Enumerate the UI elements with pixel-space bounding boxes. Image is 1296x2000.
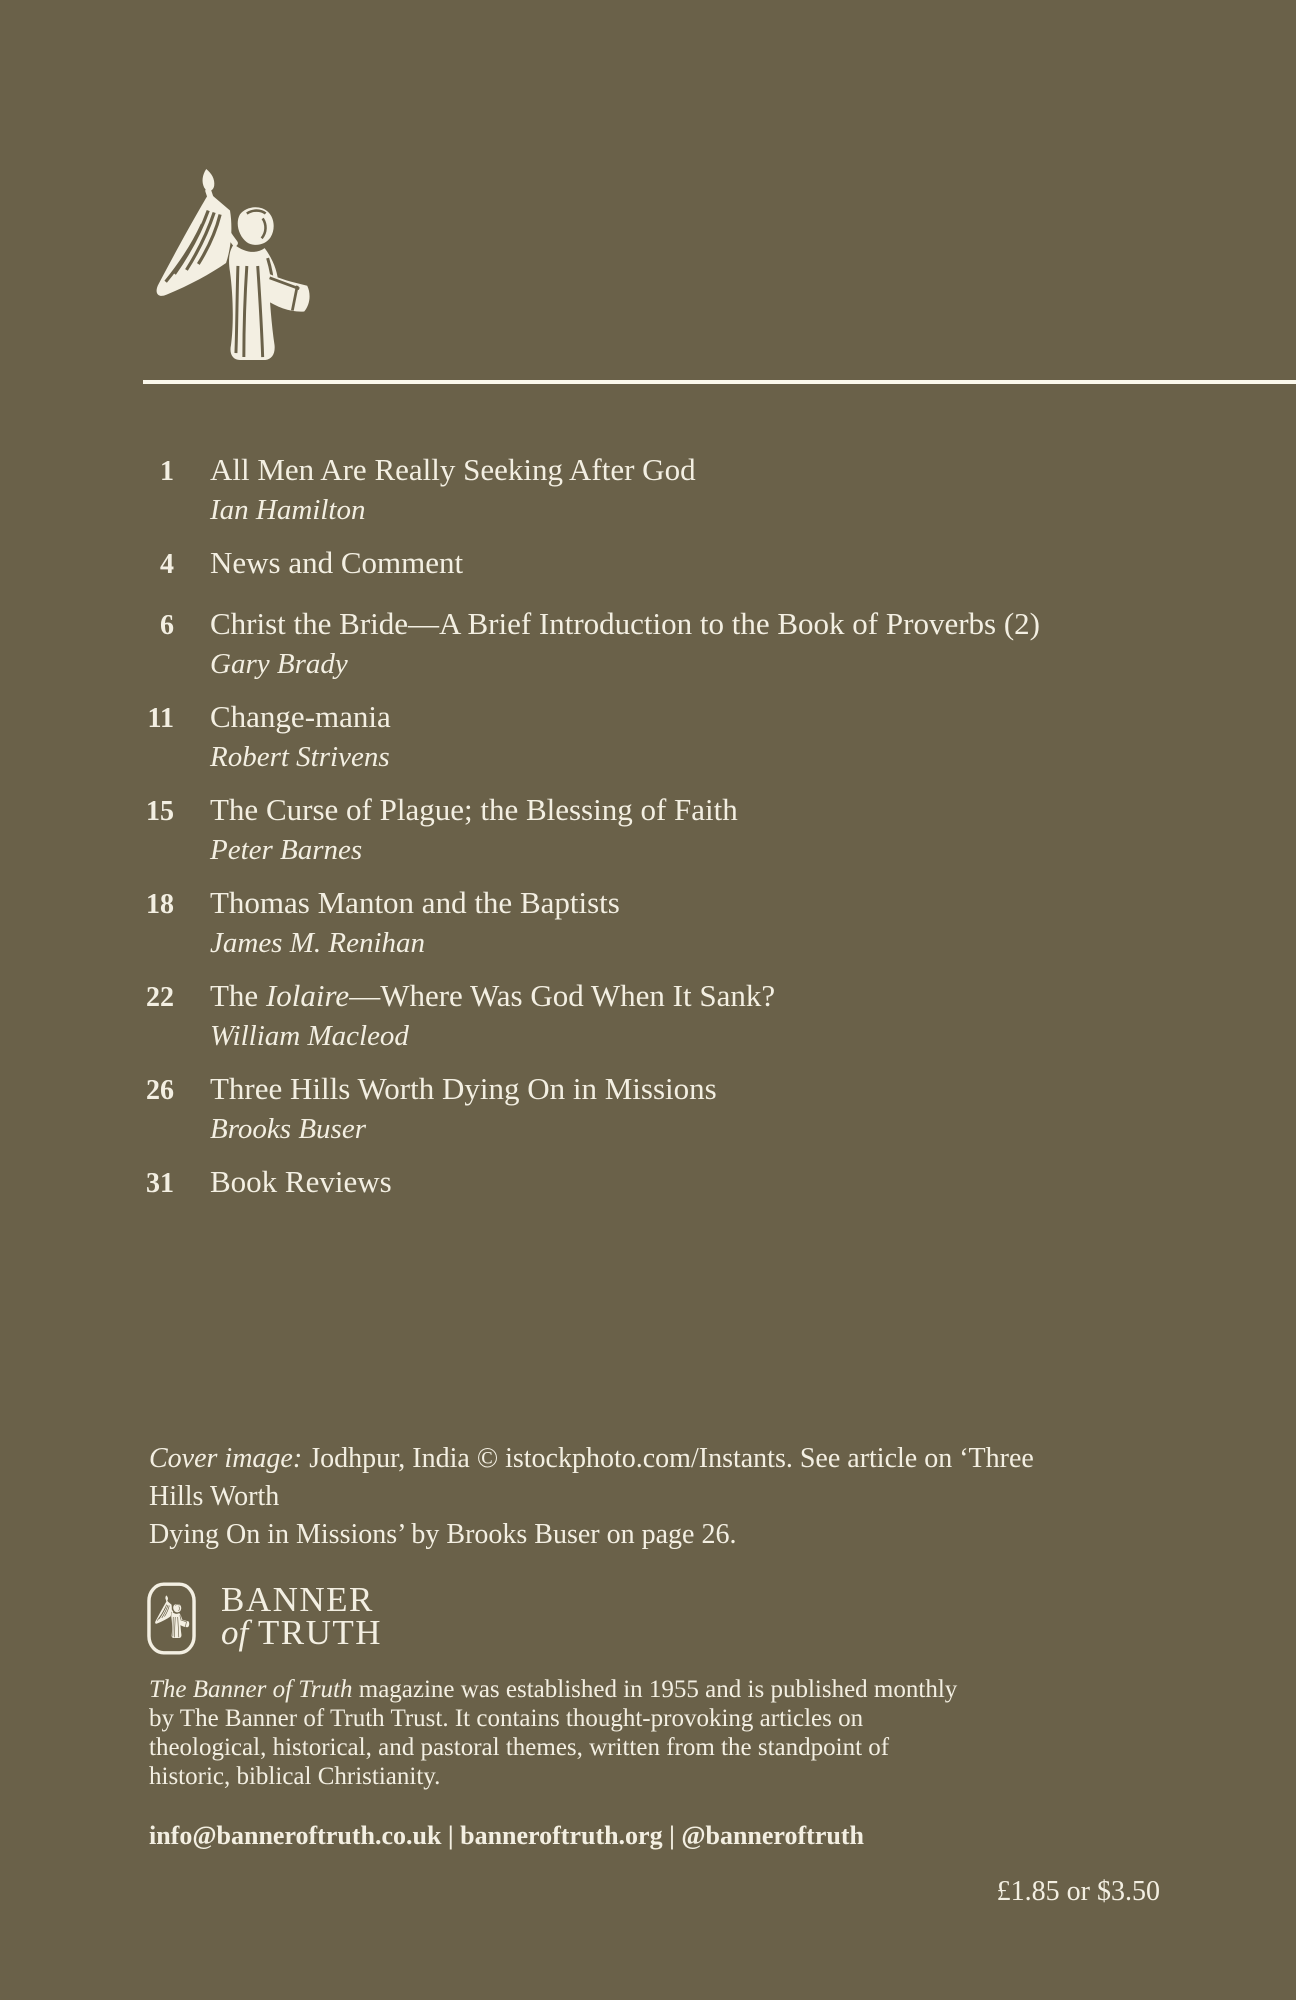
text-run: Change-mania — [210, 699, 391, 734]
text-run: Dying On in Missions’ by Brooks Buser on page 26. — [149, 1519, 737, 1550]
toc-entry-title — [174, 451, 696, 489]
toc-entry-title — [174, 605, 1040, 643]
text-run: The — [210, 978, 266, 1013]
toc-entry — [0, 544, 1296, 584]
toc-entry-author: James M. Renihan — [210, 927, 426, 959]
toc-entry-author: Peter Barnes — [210, 834, 363, 866]
toc-page-number: 1 — [160, 456, 174, 487]
text-run: theological, historical, and pastoral themes, written from the standpoint of — [149, 1734, 890, 1761]
text-run: historic, biblical Christianity. — [149, 1763, 441, 1790]
header-divider-rule — [143, 380, 1296, 384]
text-run: The Curse of Plague; the Blessing of Faith — [210, 792, 738, 827]
text-run: Jodhpur, India © istockphoto.com/Instants. See article on ‘Three Hills Worth — [149, 1443, 1034, 1512]
toc-entry — [0, 605, 1296, 683]
toc-page-number: 22 — [146, 982, 174, 1013]
toc-entry-title — [174, 544, 463, 582]
italic-text-run: Iolaire — [265, 978, 350, 1013]
toc-entry — [0, 698, 1296, 776]
publisher-wordmark — [221, 1580, 383, 1652]
toc-entry-author: Ian Hamilton — [210, 494, 366, 526]
toc-page-number: 6 — [160, 610, 174, 641]
toc-entry — [0, 791, 1296, 869]
text-run: Three Hills Worth Dying On in Missions — [210, 1071, 717, 1106]
toc-entry-author: Robert Strivens — [210, 741, 390, 773]
toc-entry — [0, 1070, 1296, 1148]
toc-entry-title — [174, 698, 391, 736]
contact-line: info@banneroftruth.co.uk | banneroftruth.org | @banneroftruth — [149, 1821, 864, 1850]
toc-entry-title — [174, 1070, 717, 1108]
herald-figure-icon — [150, 167, 310, 360]
toc-page-number: 18 — [146, 889, 174, 920]
toc-entry-author: William Macleod — [210, 1020, 409, 1052]
publisher-description — [149, 1675, 1049, 1791]
toc-page-number: 4 — [160, 549, 174, 580]
banner-of-truth-logo-icon — [147, 1582, 196, 1655]
toc-entry-author: Gary Brady — [210, 648, 348, 680]
toc-entry — [0, 1163, 1296, 1203]
toc-entry — [0, 977, 1296, 1055]
text-run: All Men Are Really Seeking After God — [210, 452, 696, 487]
toc-page-number: 31 — [146, 1168, 174, 1199]
toc-entry-title — [174, 977, 775, 1015]
toc-entry-title — [174, 791, 738, 829]
text-run: magazine was established in 1955 and is published monthly — [352, 1676, 958, 1703]
toc-entry — [0, 884, 1296, 962]
toc-page-number: 15 — [146, 796, 174, 827]
wordmark-of-truth — [221, 1613, 383, 1652]
italic-text-run: The Banner of Truth — [149, 1676, 353, 1703]
toc-entry — [0, 451, 1296, 529]
cover-image-credit — [149, 1440, 1049, 1554]
wordmark-of: of — [221, 1613, 249, 1652]
text-run: Christ the Bride—A Brief Introduction to the Book of Proverbs (2) — [210, 606, 1040, 641]
toc-page-number: 26 — [146, 1075, 174, 1106]
price-label: £1.85 or $3.50 — [996, 1876, 1160, 1907]
toc-entry-author: Brooks Buser — [210, 1113, 366, 1145]
toc-entry-title — [174, 884, 620, 922]
text-run: —Where Was God When It Sank? — [349, 978, 776, 1013]
table-of-contents — [0, 451, 1296, 1224]
wordmark-banner: BANNER — [221, 1580, 374, 1619]
text-run: Thomas Manton and the Baptists — [210, 885, 620, 920]
italic-text-run: Cover image: — [149, 1443, 303, 1474]
publisher-logo — [147, 1582, 382, 1655]
toc-page-number: 11 — [147, 703, 174, 734]
text-run: by The Banner of Truth Trust. It contains thought-provoking articles on — [149, 1705, 864, 1732]
text-run: News and Comment — [210, 545, 464, 580]
text-run: Book Reviews — [210, 1164, 392, 1199]
wordmark-truth: TRUTH — [257, 1613, 383, 1652]
toc-entry-title — [174, 1163, 392, 1201]
